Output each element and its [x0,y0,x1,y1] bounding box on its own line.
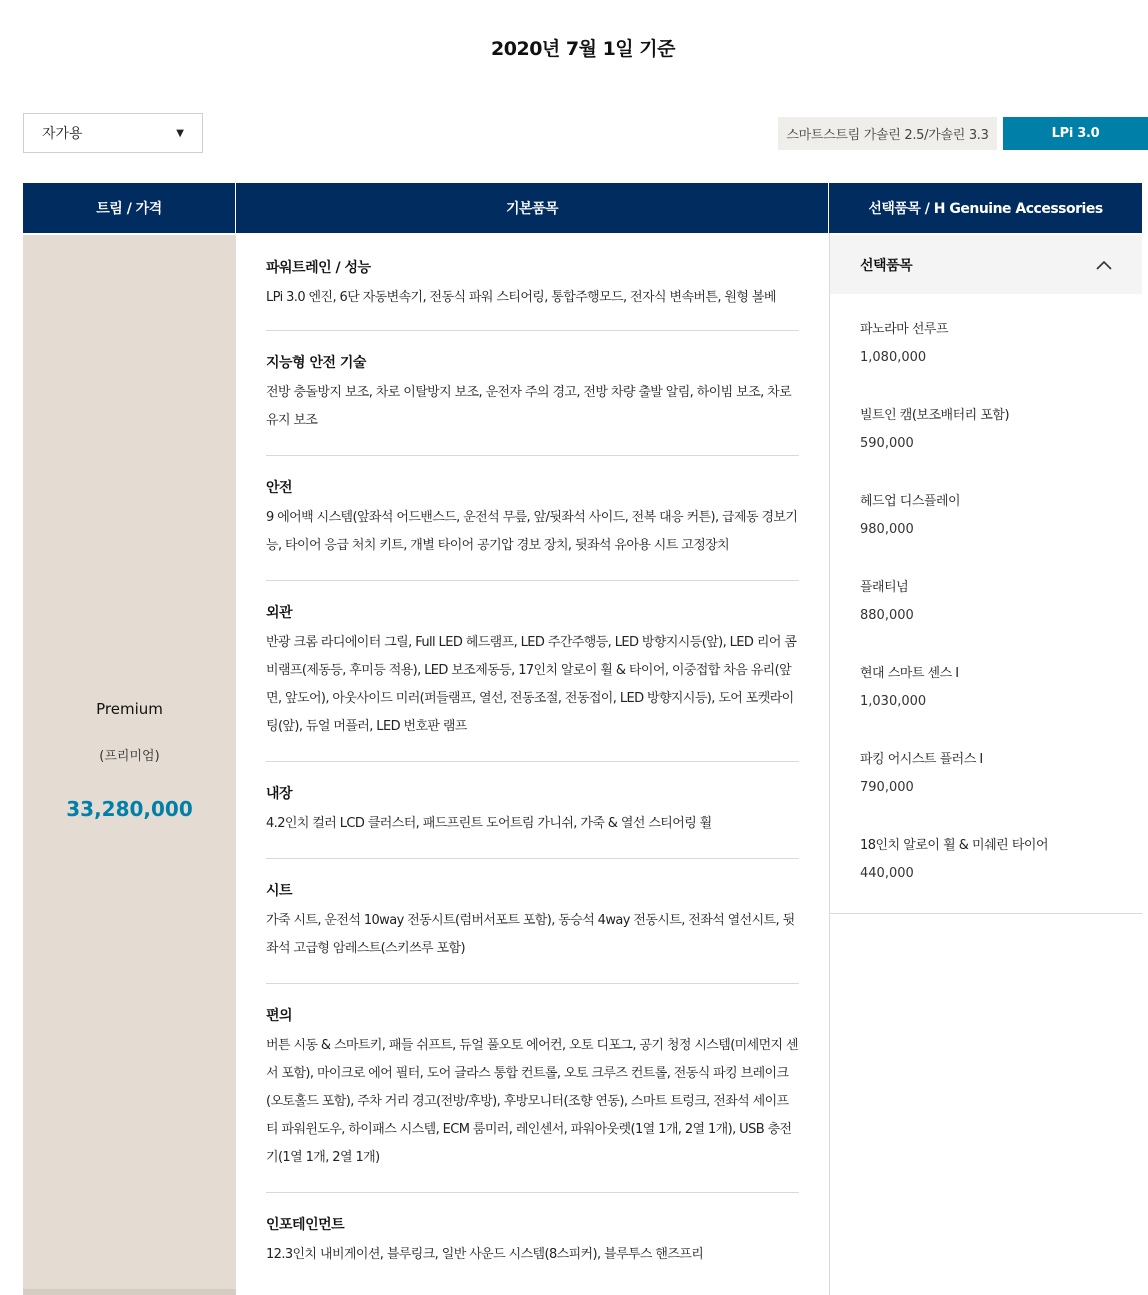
option-price: 1,030,000 [860,694,927,709]
section-title: 안전 [266,480,293,496]
section-title: 파워트레인 / 성능 [266,260,371,276]
section-text: 9 에어백 시스템(앞좌석 어드밴스드, 운전석 무릎, 앞/뒷좌석 사이드, 전복 대응 커튼), 급제동 경보기능, 타이어 응급 처치 키트, 개별 타이어 공기압 경보 장치, 뒷좌석 유아용 시트 고정장치 [266,510,798,553]
option-name: 파킹 어시스트 플러스 Ⅰ [860,752,983,767]
basic-section-powertrain [266,233,799,331]
usage-select-value: 자가용 [42,126,83,142]
section-title: 내장 [266,786,293,802]
header-basic-items: 기본품목 [236,183,829,233]
trim-column-divider [23,1289,236,1295]
section-title: 외관 [266,605,293,621]
basic-section-safety [266,456,799,581]
header-options: 선택품목 / H Genuine Accessories [868,201,1103,217]
option-price: 440,000 [860,866,914,881]
options-list [860,314,1120,916]
page-title: 2020년 7월 1일 기준 [491,38,675,60]
option-item[interactable] [860,572,1120,658]
option-item[interactable] [860,830,1120,916]
section-text: LPi 3.0 엔진, 6단 자동변속기, 전동식 파워 스티어링, 통합주행모드, 전자식 변속버튼, 원형 볼베 [266,290,776,305]
option-name: 빌트인 캠(보조배터리 포함) [860,408,1010,423]
option-price: 790,000 [860,780,914,795]
basic-section-smart-safety [266,331,799,456]
section-text: 12.3인치 내비게이션, 블루링크, 일반 사운드 시스템(8스피커), 블루투스 핸즈프리 [266,1247,704,1262]
engine-tabs [778,117,1148,150]
option-price: 590,000 [860,436,914,451]
basic-section-interior [266,762,799,859]
section-text: 4.2인치 컬러 LCD 클러스터, 패드프린트 도어트림 가니쉬, 가죽 & 열선 스티어링 휠 [266,816,712,831]
option-item[interactable] [860,744,1120,830]
section-text: 가죽 시트, 운전석 10way 전동시트(럼버서포트 포함), 동승석 4way 전동시트, 전좌석 열선시트, 뒷좌석 고급형 암레스트(스키쓰루 포함) [266,913,795,956]
trim-price: 33,280,000 [66,797,193,821]
option-item[interactable] [860,658,1120,744]
option-price: 980,000 [860,522,914,537]
section-text: 반광 크롬 라디에이터 그릴, Full LED 헤드램프, LED 주간주행등, LED 방향지시등(앞), LED 리어 콤비램프(제동등, 후미등 적용), LED 보조제동등, 17인치 알로이 휠 & 타이어, 이중접합 차음 유리(앞면, 앞도어), 아웃사이드 미러(퍼들램프, 열선, 전동조절, 전동접이, LED 방향지시등), 도어 포켓라이팅(앞), 듀얼 머플러, LED 번호판 램프 [266,635,797,734]
section-text: 전방 충돌방지 보조, 차로 이탈방지 보조, 운전자 주의 경고, 전방 차량 출발 알림, 하이빔 보조, 차로 유지 보조 [266,385,792,428]
option-price: 1,080,000 [860,350,927,365]
basic-section-infotainment [266,1193,799,1283]
basic-section-convenience [266,984,799,1193]
section-title: 인포테인먼트 [266,1217,345,1233]
trim-subtitle: (프리미엄) [99,749,160,764]
options-accordion-header[interactable] [830,235,1142,294]
caret-down-icon: ▼ [176,127,184,139]
tab-lpi[interactable]: LPi 3.0 [1003,117,1148,150]
basic-section-exterior [266,581,799,762]
usage-select[interactable] [23,113,203,153]
options-divider [830,913,1142,914]
tab-gasoline[interactable]: 스마트스트림 가솔린 2.5/가솔린 3.3 [778,117,997,150]
option-item[interactable] [860,486,1120,572]
option-name: 현대 스마트 센스 Ⅰ [860,666,959,681]
option-item[interactable] [860,400,1120,486]
section-title: 편의 [266,1008,293,1024]
options-title: 선택품목 [860,257,913,274]
basic-section-seats [266,859,799,984]
option-name: 18인치 알로이 휠 & 미쉐린 타이어 [860,838,1049,853]
trim-name: Premium [96,700,163,718]
basic-items-column [266,233,799,1283]
chevron-up-icon [1096,260,1112,270]
option-item[interactable] [860,314,1120,400]
option-name: 파노라마 선루프 [860,322,949,337]
option-name: 헤드업 디스플레이 [860,494,961,509]
column-divider [829,233,830,1295]
section-text: 버튼 시동 & 스마트키, 패들 쉬프트, 듀얼 풀오토 에어컨, 오토 디포그, 공기 청정 시스템(미세먼지 센서 포함), 마이크로 에어 필터, 도어 글라스 통합 컨트롤, 오토 크루즈 컨트롤, 전동식 파킹 브레이크 (오토홀드 포함), 주차 거리 경고(전방/후방), 후방모니터(조향 연동), 스마트 트렁크, 전좌석 세이프티 파워윈도우, 하이패스 시스템, ECM 룸미러, 레인센서, 파워아웃렛(1열 1개, 2열 1개), USB 충전기(1열 1개, 2열 1개) [266,1038,798,1165]
option-name: 플래티넘 [860,580,909,595]
header-trim-price: 트림 / 가격 [23,183,236,233]
section-title: 시트 [266,883,293,899]
section-title: 지능형 안전 기술 [266,355,366,371]
option-price: 880,000 [860,608,914,623]
table-header [23,183,1142,233]
